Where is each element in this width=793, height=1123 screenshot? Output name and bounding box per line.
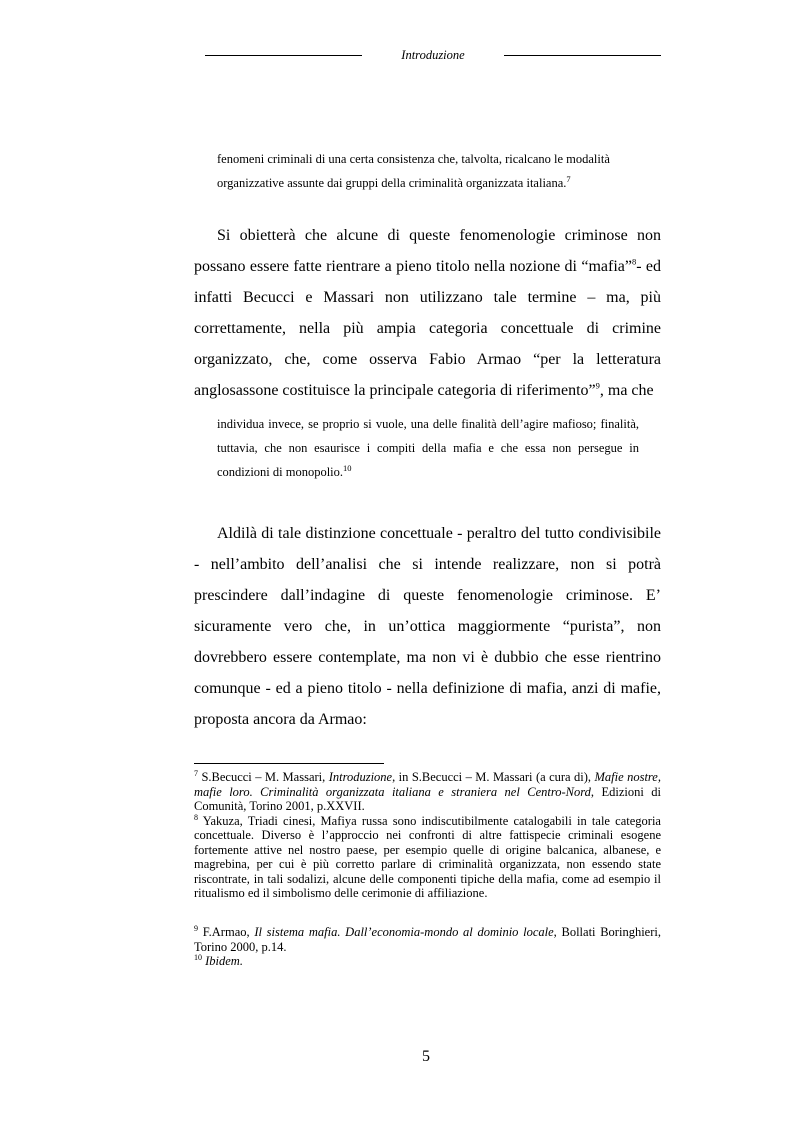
header-rule-left bbox=[205, 55, 362, 56]
paragraph-1-text-b: - ed infatti Becucci e Massari non utilizzano tale termine – ma, più correttamente, nella più ampia categoria concettuale di crimine organizzato, che, come osserva Fabio Armao “per la letteratura anglosassone costituisce la principale categoria di riferimento” bbox=[194, 258, 661, 399]
footnote-ref-8: 8 bbox=[631, 256, 637, 267]
body-paragraph-1 bbox=[194, 220, 661, 406]
header-rule-right bbox=[504, 55, 661, 56]
footnote-ref-9: 9 bbox=[595, 380, 600, 391]
footnote-10 bbox=[194, 954, 661, 969]
footnote-separator bbox=[194, 763, 384, 764]
running-header-title: Introduzione bbox=[401, 48, 465, 62]
footnote-9-text-c: , Bollati Boringhieri, Torino 2000, p.14. bbox=[194, 925, 661, 954]
footnote-7-number: 7 bbox=[194, 768, 198, 778]
paragraph-1-text-a: Si obietterà che alcune di queste fenomenologie criminose non possano essere fatte rientrare a pieno titolo nella nozione di “mafia” bbox=[194, 227, 661, 275]
footnote-ref-10: 10 bbox=[343, 462, 352, 473]
body-paragraph-2 bbox=[194, 518, 661, 735]
footnote-9-book-title: Il sistema mafia. Dall’economia-mondo al dominio locale bbox=[254, 925, 554, 939]
footnote-8-number: 8 bbox=[194, 812, 198, 822]
footnote-7-text-a: S.Becucci – M. Massari, bbox=[201, 770, 329, 784]
footnote-8 bbox=[194, 814, 661, 901]
block-quote-1 bbox=[217, 147, 642, 195]
footnote-8-text: Yakuza, Triadi cinesi, Mafiya russa sono indiscutibilmente catalogabili in tale categoria concettuale. Diverso è l’approccio nei confronti di altre fattispecie criminali esogene fortemente attive nel nostro paese, per esempio quelle di origine balcanica, albanese, e magrebina, per cui è più corretto parlare di criminalità organizzata, non essendo state riscontrate, in tali sodalizi, alcune delle componenti tipiche della mafia, come ad esempio il ritualismo ed il simbolismo delle cerimonie di affiliazione. bbox=[194, 813, 661, 900]
footnote-ref-7: 7 bbox=[566, 173, 571, 184]
quote-2-text: individua invece, se proprio si vuole, una delle finalità dell’agire mafioso; finalità, tuttavia, che non esaurisce i compiti della mafia e che essa non persegue in condizioni di monopolio. bbox=[217, 417, 639, 479]
footnote-9-number: 9 bbox=[194, 923, 198, 933]
paragraph-2-text: Aldilà di tale distinzione concettuale - peraltro del tutto condivisibile - nell’ambito dell’analisi che si intende realizzare, non si potrà prescindere dall’indagine di queste fenomenologie criminose. E’ sicuramente vero che, in un’ottica maggiormente “purista”, non dovrebbero essere contemplate, ma non vi è dubbio che esse rientrino comunque - ed a pieno titolo - nella definizione di mafia, anzi di mafie, proposta ancora da Armao: bbox=[194, 525, 661, 728]
footnote-7-text-c: , in S.Becucci – M. Massari (a cura di), bbox=[392, 770, 595, 784]
footnote-7-text-e: , Edizioni di Comunità, Torino 2001, p.XXVII. bbox=[194, 784, 662, 813]
footnote-7 bbox=[194, 770, 661, 814]
footnotes-block-2 bbox=[194, 925, 661, 969]
footnote-7-title: Introduzione bbox=[328, 770, 393, 784]
footnote-9-text-a: F.Armao, bbox=[202, 925, 255, 939]
footnote-10-number: 10 bbox=[194, 952, 202, 962]
block-quote-2 bbox=[217, 412, 639, 484]
footnote-10-text: Ibidem. bbox=[205, 954, 243, 968]
page-number: 5 bbox=[422, 1048, 430, 1065]
quote-1-text: fenomeni criminali di una certa consistenza che, talvolta, ricalcano le modalità organizzative assunte dai gruppi della criminalità organizzata italiana. bbox=[217, 152, 610, 190]
footnotes-block bbox=[194, 770, 661, 901]
footnote-7-book-title: Mafie nostre, mafie loro. Criminalità organizzata italiana e straniera nel Centro-Nord bbox=[194, 770, 661, 799]
paragraph-1-text-c: , ma che bbox=[599, 382, 654, 399]
footnote-9 bbox=[194, 925, 661, 954]
